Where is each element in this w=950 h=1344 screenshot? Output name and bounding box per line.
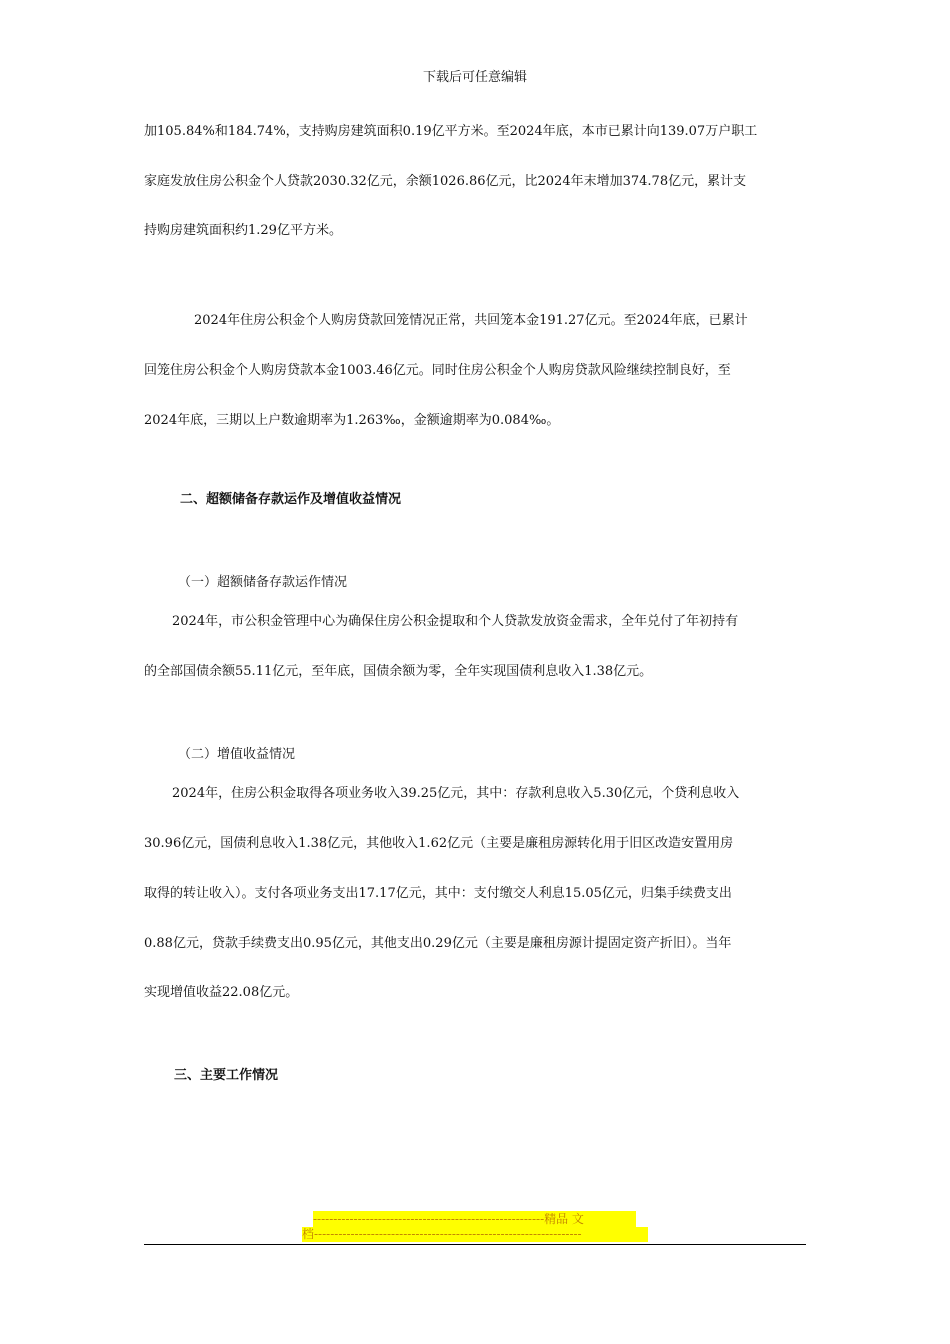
footer-watermark-line-1: ---------------------------------------------------------精品 文 [313,1211,636,1227]
footer-watermark-line-2: 档------------------------------------------------------------------ [302,1227,648,1242]
para1-line-3: 持购房建筑面积约1.29亿平方米。 [144,223,342,238]
sub1-line-2: 的全部国债余额55.11亿元，至年底，国债余额为零，全年实现国债利息收入1.38亿元。 [144,664,653,679]
sub1-line-1: 2024年，市公积金管理中心为确保住房公积金提取和个人贷款发放资金需求，全年兑付了年初持有 [172,614,739,629]
footer-divider [144,1244,806,1245]
sub2-line-1: 2024年，住房公积金取得各项业务收入39.25亿元，其中：存款利息收入5.30亿元，个贷利息收入 [172,786,740,801]
para2-line-2: 回笼住房公积金个人购房贷款本金1003.46亿元。同时住房公积金个人购房贷款风险继续控制良好，至 [144,363,731,378]
section-2-heading: 二、超额储备存款运作及增值收益情况 [180,492,402,507]
para1-line-2: 家庭发放住房公积金个人贷款2030.32亿元，余额1026.86亿元，比2024年末增加374.78亿元，累计支 [144,174,747,189]
sub2-line-5: 实现增值收益22.08亿元。 [144,985,299,1000]
sub2-line-3: 取得的转让收入）。支付各项业务支出17.17亿元，其中：支付缴交人利息15.05亿元，归集手续费支出 [144,886,732,901]
sub2-line-2: 30.96亿元，国债利息收入1.38亿元，其他收入1.62亿元（主要是廉租房源转化用于旧区改造安置用房 [144,836,734,851]
subsection-2-title: （二）增值收益情况 [178,747,296,762]
sub2-line-4: 0.88亿元，贷款手续费支出0.95亿元，其他支出0.29亿元（主要是廉租房源计提固定资产折旧）。当年 [144,936,732,951]
para1-line-1: 加105.84%和184.74%，支持购房建筑面积0.19亿平方米。至2024年底，本市已累计向139.07万户职工 [144,124,758,139]
para2-line-3: 2024年底，三期以上户数逾期率为1.263‰，金额逾期率为0.084‰。 [144,413,560,428]
subsection-1-title: （一）超额储备存款运作情况 [178,575,348,590]
page-header: 下载后可任意编辑 [422,70,527,85]
para2-line-1: 2024年住房公积金个人购房贷款回笼情况正常，共回笼本金191.27亿元。至2024年底，已累计 [194,313,748,328]
section-3-heading: 三、主要工作情况 [174,1068,279,1083]
